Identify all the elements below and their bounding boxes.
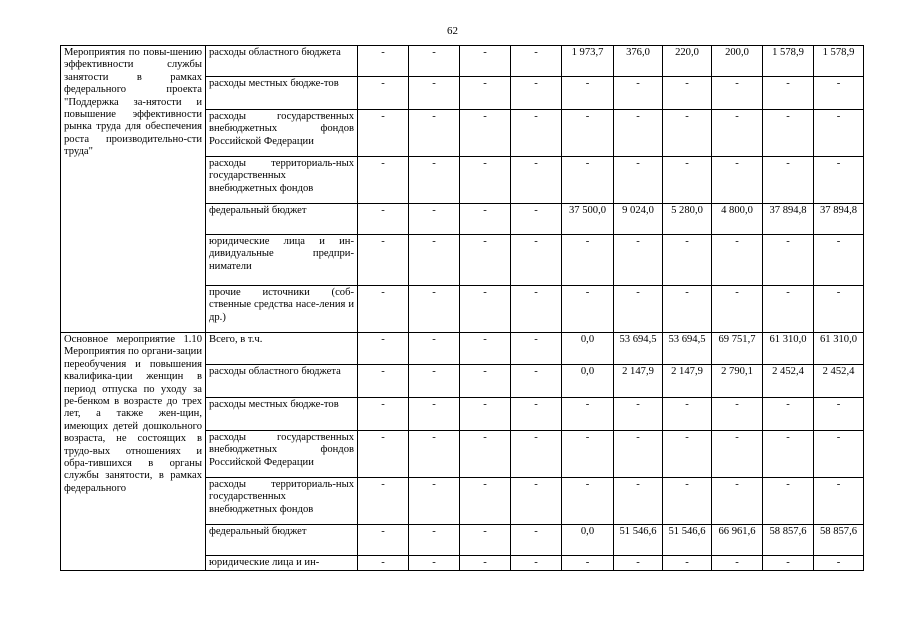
amount-cell: - — [460, 286, 511, 333]
amount-cell: - — [562, 110, 614, 157]
amount-cell: - — [712, 77, 763, 110]
amount-cell: 2 452,4 — [763, 365, 814, 398]
amount-cell: - — [814, 286, 864, 333]
amount-cell: - — [409, 157, 460, 204]
amount-cell: - — [814, 235, 864, 286]
amount-cell: - — [460, 478, 511, 525]
amount-cell: - — [358, 46, 409, 77]
amount-cell: - — [409, 235, 460, 286]
amount-cell: - — [409, 525, 460, 556]
amount-cell: 0,0 — [562, 365, 614, 398]
page-number: 62 — [447, 25, 458, 37]
funding-source: Всего, в т.ч. — [206, 333, 358, 365]
funding-source: расходы государственных внебюджетных фондов Российской Федерации — [206, 431, 358, 478]
amount-cell: 9 024,0 — [614, 204, 663, 235]
amount-cell: - — [763, 235, 814, 286]
amount-cell: - — [409, 46, 460, 77]
amount-cell: - — [511, 431, 562, 478]
amount-cell: - — [663, 556, 712, 571]
amount-cell: - — [460, 110, 511, 157]
measure-description — [61, 46, 206, 333]
amount-cell: 53 694,5 — [614, 333, 663, 365]
amount-cell: 2 790,1 — [712, 365, 763, 398]
amount-cell: - — [511, 556, 562, 571]
amount-cell: 37 894,8 — [763, 204, 814, 235]
amount-cell: - — [663, 478, 712, 525]
amount-cell: - — [814, 157, 864, 204]
amount-cell: - — [409, 398, 460, 431]
amount-cell: - — [712, 478, 763, 525]
amount-cell: - — [460, 157, 511, 204]
amount-cell: - — [358, 556, 409, 571]
amount-cell: - — [663, 157, 712, 204]
table-row — [61, 333, 864, 365]
amount-cell: - — [460, 235, 511, 286]
amount-cell: - — [663, 398, 712, 431]
amount-cell: - — [358, 286, 409, 333]
amount-cell: - — [409, 431, 460, 478]
table-body — [61, 46, 864, 571]
amount-cell: - — [460, 556, 511, 571]
amount-cell: - — [763, 431, 814, 478]
amount-cell: 58 857,6 — [814, 525, 864, 556]
amount-cell: - — [511, 398, 562, 431]
amount-cell: - — [358, 333, 409, 365]
amount-cell: - — [562, 398, 614, 431]
budget-table — [60, 45, 864, 571]
funding-source: расходы областного бюджета — [206, 365, 358, 398]
amount-cell: - — [663, 286, 712, 333]
amount-cell: 51 546,6 — [614, 525, 663, 556]
amount-cell: - — [614, 478, 663, 525]
amount-cell: 5 280,0 — [663, 204, 712, 235]
amount-cell: 61 310,0 — [814, 333, 864, 365]
amount-cell: - — [358, 525, 409, 556]
amount-cell: - — [562, 431, 614, 478]
amount-cell: - — [358, 204, 409, 235]
amount-cell: - — [460, 204, 511, 235]
amount-cell: - — [663, 235, 712, 286]
amount-cell: - — [358, 235, 409, 286]
funding-source: расходы территориаль-ных государственных внебюджетных фондов — [206, 478, 358, 525]
amount-cell: - — [511, 110, 562, 157]
amount-cell: - — [712, 157, 763, 204]
amount-cell: - — [358, 478, 409, 525]
funding-source: расходы государственных внебюджетных фондов Российской Федерации — [206, 110, 358, 157]
amount-cell: - — [511, 365, 562, 398]
amount-cell: - — [358, 431, 409, 478]
table-row — [61, 46, 864, 77]
amount-cell: - — [562, 157, 614, 204]
amount-cell: - — [511, 286, 562, 333]
amount-cell: - — [712, 235, 763, 286]
amount-cell: - — [409, 556, 460, 571]
amount-cell: - — [712, 556, 763, 571]
amount-cell: - — [511, 478, 562, 525]
amount-cell: - — [460, 398, 511, 431]
amount-cell: 53 694,5 — [663, 333, 712, 365]
amount-cell: 1 578,9 — [814, 46, 864, 77]
amount-cell: 58 857,6 — [763, 525, 814, 556]
amount-cell: - — [663, 77, 712, 110]
amount-cell: 2 147,9 — [663, 365, 712, 398]
amount-cell: - — [763, 110, 814, 157]
funding-source: расходы территориаль-ных государственных внебюджетных фондов — [206, 157, 358, 204]
amount-cell: - — [814, 478, 864, 525]
amount-cell: - — [562, 235, 614, 286]
funding-source: юридические лица и ин- — [206, 556, 358, 571]
amount-cell: - — [409, 110, 460, 157]
amount-cell: 0,0 — [562, 333, 614, 365]
amount-cell: - — [562, 556, 614, 571]
amount-cell: - — [511, 333, 562, 365]
amount-cell: - — [358, 365, 409, 398]
amount-cell: - — [763, 556, 814, 571]
measure-title: Мероприятия по повы-шению эффективности службы занятости в рамках федерального проекта "Поддержка за-нятости и повышение эффективности рынка труда для обеспечения роста производительно-сти труда" — [64, 47, 202, 158]
amount-cell: 220,0 — [663, 46, 712, 77]
measure-title: Мероприятия по органи-зации переобучения и повышения квалифика-ции женщин в период отпуска по уходу за ре-бенком в возрасте до трех лет, а также жен-щин, имеющих детей дошкольного возраста, не состоящих в трудо-вых отношениях и обра-тившихся в органы службы занятости, в рамках федерального — [64, 346, 202, 494]
amount-cell: - — [614, 398, 663, 431]
amount-cell: - — [763, 157, 814, 204]
amount-cell: - — [614, 157, 663, 204]
amount-cell: - — [712, 110, 763, 157]
amount-cell: 51 546,6 — [663, 525, 712, 556]
amount-cell: 4 800,0 — [712, 204, 763, 235]
amount-cell: - — [409, 204, 460, 235]
amount-cell: - — [358, 157, 409, 204]
amount-cell: - — [763, 77, 814, 110]
amount-cell: - — [763, 478, 814, 525]
amount-cell: - — [460, 525, 511, 556]
amount-cell: - — [712, 286, 763, 333]
amount-cell: 0,0 — [562, 525, 614, 556]
amount-cell: 1 973,7 — [562, 46, 614, 77]
amount-cell: - — [409, 286, 460, 333]
amount-cell: - — [358, 398, 409, 431]
amount-cell: - — [814, 431, 864, 478]
amount-cell: 376,0 — [614, 46, 663, 77]
amount-cell: - — [562, 478, 614, 525]
amount-cell: 69 751,7 — [712, 333, 763, 365]
amount-cell: - — [614, 431, 663, 478]
measure-number: Основное мероприятие 1.10 — [64, 334, 202, 345]
amount-cell: 2 452,4 — [814, 365, 864, 398]
amount-cell: 1 578,9 — [763, 46, 814, 77]
measure-description — [61, 333, 206, 571]
amount-cell: - — [562, 286, 614, 333]
amount-cell: 37 500,0 — [562, 204, 614, 235]
amount-cell: - — [814, 398, 864, 431]
amount-cell: - — [712, 398, 763, 431]
funding-source: расходы местных бюдже-тов — [206, 77, 358, 110]
amount-cell: 200,0 — [712, 46, 763, 77]
amount-cell: - — [663, 110, 712, 157]
amount-cell: - — [460, 333, 511, 365]
amount-cell: - — [814, 77, 864, 110]
amount-cell: - — [460, 77, 511, 110]
amount-cell: - — [460, 46, 511, 77]
amount-cell: 61 310,0 — [763, 333, 814, 365]
amount-cell: 37 894,8 — [814, 204, 864, 235]
amount-cell: - — [511, 77, 562, 110]
amount-cell: - — [409, 333, 460, 365]
amount-cell: - — [511, 235, 562, 286]
funding-source: прочие источники (соб-ственные средства насе-ления и др.) — [206, 286, 358, 333]
amount-cell: - — [614, 286, 663, 333]
amount-cell: - — [511, 525, 562, 556]
amount-cell: - — [511, 157, 562, 204]
amount-cell: - — [614, 235, 663, 286]
amount-cell: - — [409, 365, 460, 398]
amount-cell: 2 147,9 — [614, 365, 663, 398]
amount-cell: - — [614, 77, 663, 110]
funding-source: расходы местных бюдже-тов — [206, 398, 358, 431]
amount-cell: - — [763, 398, 814, 431]
amount-cell: - — [614, 556, 663, 571]
amount-cell: - — [814, 110, 864, 157]
amount-cell: - — [511, 204, 562, 235]
amount-cell: - — [460, 431, 511, 478]
funding-source: федеральный бюджет — [206, 204, 358, 235]
amount-cell: - — [562, 77, 614, 110]
amount-cell: - — [409, 478, 460, 525]
funding-source: расходы областного бюджета — [206, 46, 358, 77]
funding-source: федеральный бюджет — [206, 525, 358, 556]
funding-source: юридические лица и ин-дивидуальные предпри-ниматели — [206, 235, 358, 286]
amount-cell: - — [763, 286, 814, 333]
amount-cell: - — [614, 110, 663, 157]
amount-cell: - — [460, 365, 511, 398]
amount-cell: - — [511, 46, 562, 77]
amount-cell: - — [712, 431, 763, 478]
amount-cell: - — [358, 110, 409, 157]
amount-cell: 66 961,6 — [712, 525, 763, 556]
amount-cell: - — [358, 77, 409, 110]
amount-cell: - — [663, 431, 712, 478]
amount-cell: - — [409, 77, 460, 110]
amount-cell: - — [814, 556, 864, 571]
